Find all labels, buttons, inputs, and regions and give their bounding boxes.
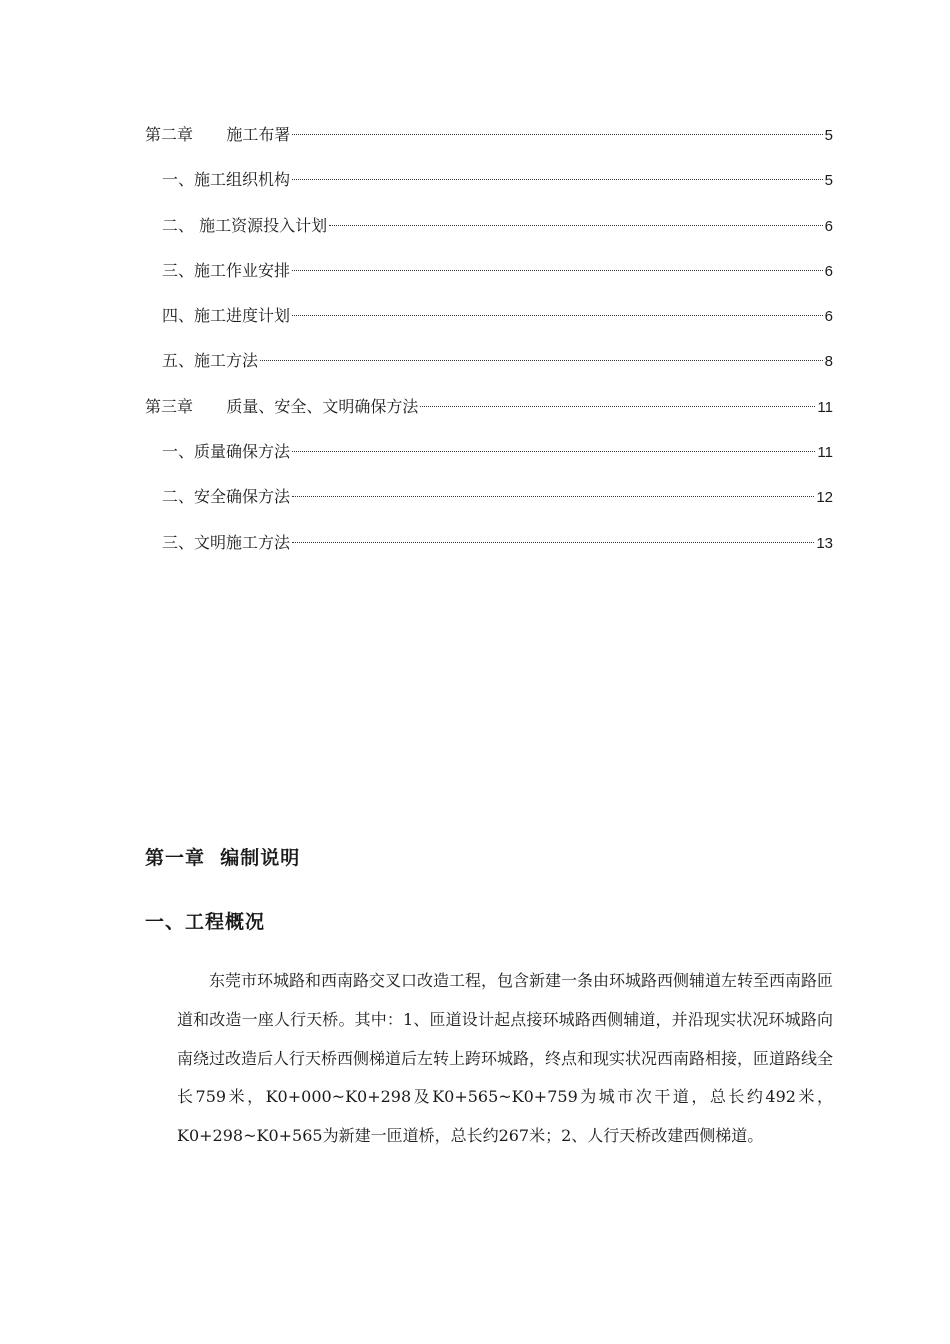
toc-entry-label: 一、施工组织机构	[162, 170, 291, 190]
toc-entry[interactable]	[145, 299, 833, 344]
toc-entry[interactable]	[145, 163, 833, 208]
toc-entry[interactable]	[145, 435, 833, 480]
toc-entry-label: 一、质量确保方法	[162, 442, 291, 462]
toc-dot-leader	[292, 134, 822, 135]
toc-dot-leader	[292, 270, 823, 271]
toc-dot-leader	[329, 225, 823, 226]
toc-dot-leader	[292, 179, 823, 180]
toc-entry-label: 四、施工进度计划	[162, 306, 291, 326]
toc-page-number: 5	[824, 172, 833, 190]
section-heading: 一、工程概况	[145, 911, 266, 933]
toc-entry[interactable]	[145, 254, 833, 299]
toc-dot-leader	[292, 496, 814, 497]
table-of-contents	[145, 118, 833, 571]
toc-page-number: 8	[824, 353, 833, 371]
toc-entry-label: 二、 施工资源投入计划	[162, 215, 328, 235]
toc-entry[interactable]	[145, 526, 833, 571]
toc-entry[interactable]	[145, 480, 833, 525]
chapter-heading: 第一章 编制说明	[145, 847, 301, 869]
toc-entry[interactable]	[145, 209, 833, 254]
toc-page-number: 6	[824, 217, 833, 235]
body-paragraph: 东莞市环城路和西南路交叉口改造工程，包含新建一条由环城路西侧辅道左转至西南路匝道和改造一座人行天桥。其中：1、匝道设计起点接环城路西侧辅道，并沿现实状况环城路向南绕过改造后人行天桥西侧梯道后左转上跨环城路，终点和现实状况西南路相接，匝道路线全长759米，K0+000~K0+298及K0+565~K0+759为城市次干道，总长约492米，K0+298~K0+565为新建一匝道桥，总长约267米；2、人行天桥改建西侧梯道。	[177, 971, 834, 1146]
toc-dot-leader	[292, 315, 823, 316]
toc-dot-leader	[292, 451, 815, 452]
toc-page-number: 6	[824, 308, 833, 326]
toc-page-number: 5	[824, 127, 833, 144]
toc-page-number: 13	[816, 534, 833, 552]
toc-entry[interactable]	[145, 390, 833, 435]
toc-entry-label: 第二章 施工布署	[145, 125, 291, 144]
toc-entry-label: 三、施工作业安排	[162, 260, 291, 280]
toc-entry-label: 三、文明施工方法	[162, 532, 291, 552]
toc-page-number: 11	[817, 444, 833, 462]
toc-dot-leader	[420, 406, 815, 407]
toc-page-number: 12	[816, 489, 833, 507]
toc-entry-label: 二、安全确保方法	[162, 487, 291, 507]
toc-entry-label: 第三章 质量、安全、文明确保方法	[145, 396, 419, 416]
toc-entry[interactable]	[145, 118, 833, 163]
toc-entry-label: 五、施工方法	[162, 351, 259, 371]
toc-page-number: 6	[824, 262, 833, 280]
toc-entry[interactable]	[145, 344, 833, 389]
toc-dot-leader	[292, 542, 814, 543]
toc-page-number: 11	[817, 398, 833, 416]
toc-dot-leader	[260, 360, 823, 361]
